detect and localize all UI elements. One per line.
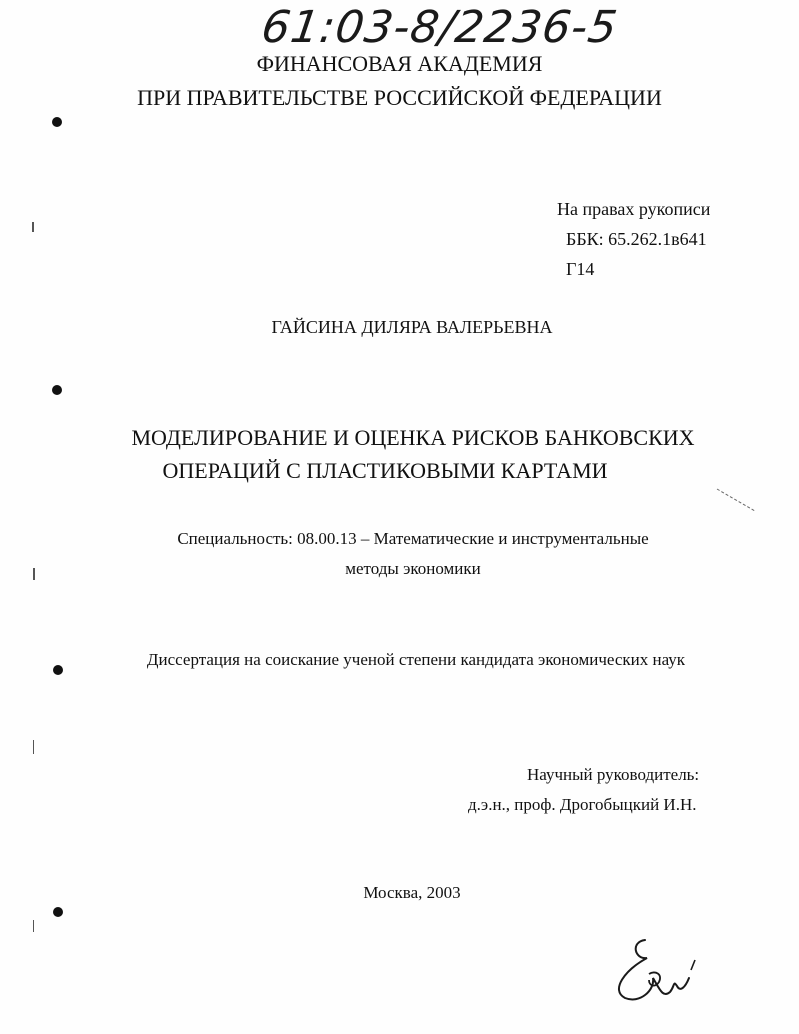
- handwritten-archive-code: 61:03-8/2236-5: [258, 2, 621, 53]
- punch-hole: [53, 907, 63, 917]
- supervisor-label: Научный руководитель:: [527, 765, 700, 784]
- signature-mark: [605, 930, 705, 1010]
- specialty-line-1: Специальность: 08.00.13 – Математические и инструментальные: [177, 529, 649, 548]
- author-code: Г14: [566, 259, 595, 279]
- thesis-title-line-1: МОДЕЛИРОВАНИЕ И ОЦЕНКА РИСКОВ БАНКОВСКИХ: [131, 425, 695, 450]
- dissertation-statement: Диссертация на соискание ученой степени кандидата экономических наук: [146, 650, 686, 669]
- place-and-year: Москва, 2003: [363, 883, 461, 902]
- specialty-line-2: методы экономики: [345, 559, 481, 578]
- scan-artifact: [33, 740, 34, 754]
- manuscript-rights-note: На правах рукописи: [557, 199, 711, 219]
- punch-hole: [52, 385, 62, 395]
- organization-subtitle: ПРИ ПРАВИТЕЛЬСТВЕ РОССИЙСКОЙ ФЕДЕРАЦИИ: [137, 85, 662, 110]
- scan-artifact: [715, 485, 760, 515]
- author-name: ГАЙСИНА ДИЛЯРА ВАЛЕРЬЕВНА: [271, 317, 553, 337]
- thesis-title-line-2: ОПЕРАЦИЙ С ПЛАСТИКОВЫМИ КАРТАМИ: [162, 458, 608, 483]
- supervisor-name: д.э.н., проф. Дрогобыцкий И.Н.: [468, 795, 697, 814]
- scan-artifact: [33, 920, 34, 932]
- punch-hole: [52, 117, 62, 127]
- scan-artifact: [33, 568, 35, 580]
- organization-name: ФИНАНСОВАЯ АКАДЕМИЯ: [256, 51, 543, 76]
- bbk-classification: ББК: 65.262.1в641: [566, 229, 707, 249]
- scan-artifact: [32, 222, 34, 232]
- punch-hole: [53, 665, 63, 675]
